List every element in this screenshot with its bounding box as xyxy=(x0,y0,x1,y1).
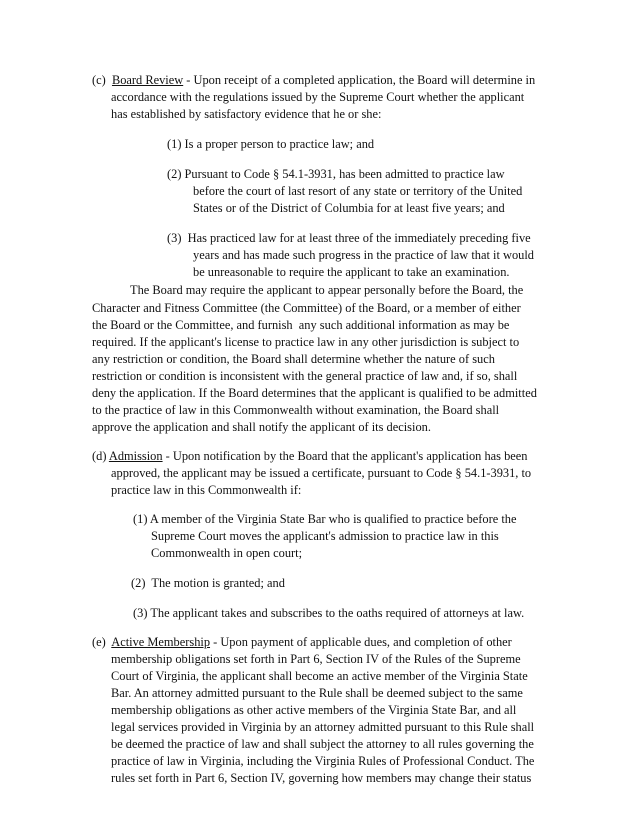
section-c-item-2-line-3: States or of the District of Columbia for at least five years; and xyxy=(193,201,505,215)
section-c-line-1: - Upon receipt of a completed application, the Board will determine in xyxy=(183,73,536,87)
section-c-line-2: accordance with the regulations issued by the Supreme Court whether the applicant xyxy=(111,90,525,104)
section-e-line-7: be deemed the practice of law and shall subject the attorney to all rules governing the xyxy=(111,737,534,751)
section-d-line-1: - Upon notification by the Board that the applicant's application has been xyxy=(162,449,528,463)
section-c-heading-line xyxy=(92,72,535,88)
section-d-item-2: (2) The motion is granted; and xyxy=(131,576,285,590)
section-c-item-3-line-3: be unreasonable to require the applicant to take an examination. xyxy=(193,265,510,279)
section-d-item-1-line-1: (1) A member of the Virginia State Bar who is qualified to practice before the xyxy=(133,512,517,526)
section-e-line-3: Court of Virginia, the applicant shall become an active member of the Virginia State xyxy=(111,669,528,683)
section-c-item-2-line-1: (2) Pursuant to Code § 54.1-3931, has been admitted to practice law xyxy=(167,167,505,181)
section-c-item-2-line-2: before the court of last resort of any state or territory of the United xyxy=(193,184,523,198)
section-d-item-3: (3) The applicant takes and subscribes to the oaths required of attorneys at law. xyxy=(133,606,525,620)
section-e-line-2: membership obligations set forth in Part 6, Section IV of the Rules of the Supreme xyxy=(111,652,521,666)
section-e-line-8: practice of law in Virginia, including the Virginia Rules of Professional Conduct. The xyxy=(111,754,535,768)
section-c-paragraph-line-6: restriction or condition is inconsistent with the general practice of law and, if so, shall xyxy=(92,369,518,383)
section-c-line-3: has established by satisfactory evidence that he or she: xyxy=(111,107,382,121)
section-e-line-9: rules set forth in Part 6, Section IV, governing how members may change their status xyxy=(111,771,532,785)
section-e-heading-line xyxy=(92,634,512,650)
section-c-paragraph-line-2: Character and Fitness Committee (the Committee) of the Board, or a member of either xyxy=(92,301,521,315)
section-c-item-3-line-1: (3) Has practiced law for at least three of the immediately preceding five xyxy=(167,231,531,245)
section-d-item-1-line-3: Commonwealth in open court; xyxy=(151,546,303,560)
section-c-paragraph-line-1: The Board may require the applicant to appear personally before the Board, the xyxy=(130,283,524,297)
section-e-line-4: Bar. An attorney admitted pursuant to the Rule shall be deemed subject to the same xyxy=(111,686,523,700)
section-e-label: (e) xyxy=(92,635,112,649)
section-d-heading-line xyxy=(92,448,527,464)
section-c-item-3-line-2: years and has made such progress in the practice of law that it would xyxy=(193,248,534,262)
section-c-paragraph-line-3: the Board or the Committee, and furnish any such additional information as may be xyxy=(92,318,510,332)
section-c-label: (c) xyxy=(92,73,106,87)
section-e-line-6: legal services provided in Virginia by an attorney admitted pursuant to this Rule shall xyxy=(111,720,535,734)
section-c-paragraph-line-8: to the practice of law in this Commonwealth without examination, the Board shall xyxy=(92,403,500,417)
section-c-paragraph-line-4: required. If the applicant's license to practice law in any other jurisdiction is subject to xyxy=(92,335,520,349)
section-e-line-1: - Upon payment of applicable dues, and completion of other xyxy=(210,635,512,649)
section-c-paragraph-line-7: deny the application. If the Board determines that the applicant is qualified to be admitted xyxy=(92,386,537,400)
section-d-item-1-line-2: Supreme Court moves the applicant's admission to practice law in this xyxy=(151,529,499,543)
section-d-line-2: approved, the applicant may be issued a certificate, pursuant to Code § 54.1-3931, to xyxy=(111,466,532,480)
section-d-label: (d) xyxy=(92,449,109,463)
section-c-paragraph-line-9: approve the application and shall notify the applicant of its decision. xyxy=(92,420,431,434)
section-c-title: Board Review xyxy=(111,73,184,87)
section-d-title: Admission xyxy=(108,449,163,463)
section-e-line-5: membership obligations as other active members of the Virginia State Bar, and all xyxy=(111,703,517,717)
section-c-paragraph-line-5: any restriction or condition, the Board shall determine whether the nature of such xyxy=(92,352,495,366)
section-c-item-1: (1) Is a proper person to practice law; and xyxy=(167,137,375,151)
section-e-title: Active Membership xyxy=(111,635,211,649)
section-d-line-3: practice law in this Commonwealth if: xyxy=(111,483,302,497)
